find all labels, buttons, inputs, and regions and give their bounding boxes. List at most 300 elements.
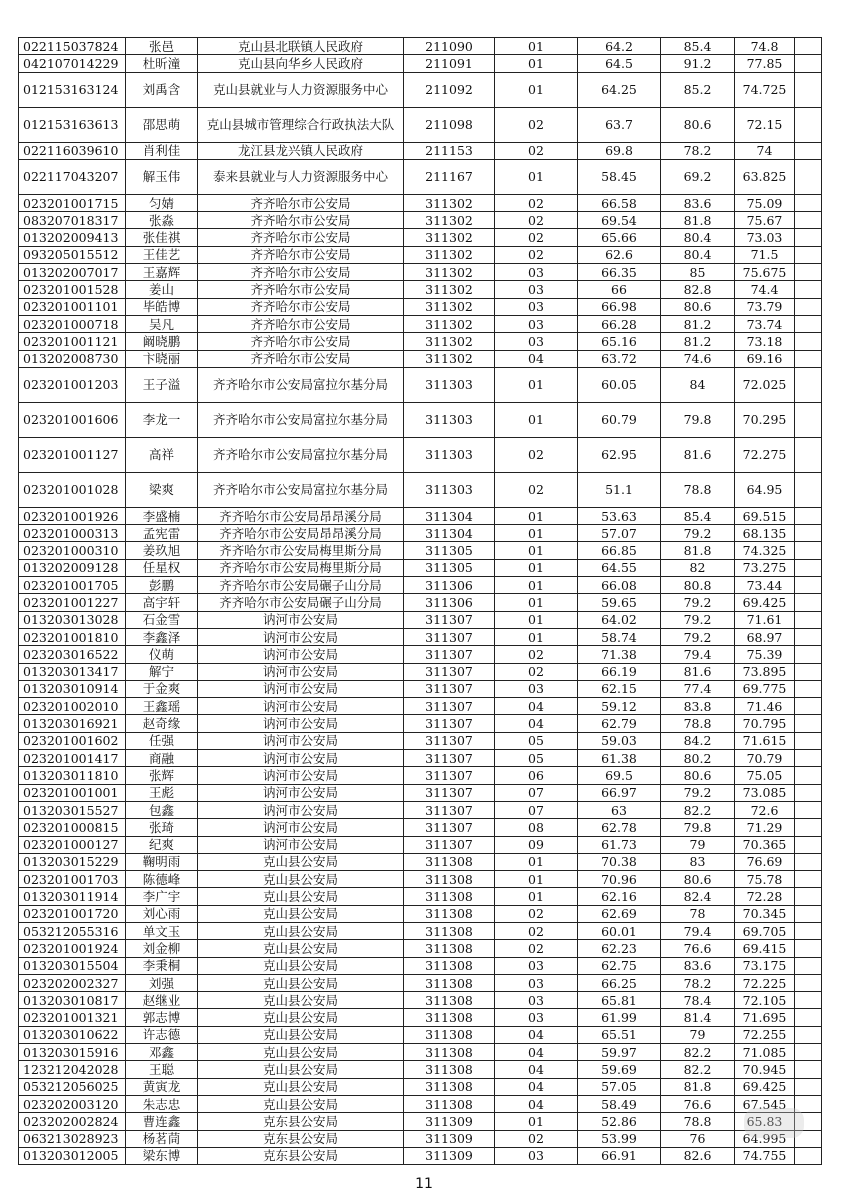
position-code-cell: 311302 [404,315,495,332]
blank-cell [795,559,822,576]
table-row [19,1078,822,1095]
written-score-cell: 62.69 [578,905,661,922]
blank-cell [795,680,822,697]
total-score-cell: 74.755 [735,1147,795,1164]
total-score-cell: 75.05 [735,767,795,784]
position-code-cell: 311305 [404,559,495,576]
organization-cell: 齐齐哈尔市公安局富拉尔基分局 [198,402,404,437]
position-code-cell: 311308 [404,922,495,939]
position-code-cell: 311304 [404,507,495,524]
table-row [19,1044,822,1061]
blank-cell [795,940,822,957]
interview-score-cell: 82.2 [661,1061,735,1078]
organization-cell: 讷河市公安局 [198,767,404,784]
total-score-cell: 67.545 [735,1095,795,1112]
position-seq-cell: 03 [495,680,578,697]
written-score-cell: 62.16 [578,888,661,905]
table-row [19,732,822,749]
blank-cell [795,698,822,715]
blank-cell [795,542,822,559]
organization-cell: 讷河市公安局 [198,680,404,697]
position-code-cell: 311308 [404,853,495,870]
name-cell: 王佳艺 [126,246,198,263]
organization-cell: 克山县公安局 [198,1009,404,1026]
position-code-cell: 311302 [404,281,495,298]
organization-cell: 克山县城市管理综合行政执法大队 [198,107,404,142]
exam-id-cell: 013202008730 [19,350,126,367]
table-row [19,905,822,922]
position-code-cell: 311307 [404,732,495,749]
organization-cell: 齐齐哈尔市公安局碾子山分局 [198,577,404,594]
organization-cell: 齐齐哈尔市公安局 [198,194,404,211]
position-seq-cell: 02 [495,246,578,263]
table-row [19,646,822,663]
blank-cell [795,819,822,836]
position-code-cell: 311307 [404,680,495,697]
written-score-cell: 66.35 [578,264,661,281]
exam-id-cell: 013203015229 [19,853,126,870]
table-row [19,628,822,645]
position-code-cell: 311302 [404,212,495,229]
blank-cell [795,142,822,159]
interview-score-cell: 82.8 [661,281,735,298]
table-row [19,871,822,888]
organization-cell: 克山县公安局 [198,871,404,888]
blank-cell [795,229,822,246]
name-cell: 王嘉辉 [126,264,198,281]
interview-score-cell: 79.2 [661,628,735,645]
written-score-cell: 62.15 [578,680,661,697]
total-score-cell: 70.295 [735,402,795,437]
written-score-cell: 64.02 [578,611,661,628]
organization-cell: 克山县北联镇人民政府 [198,38,404,55]
total-score-cell: 65.83 [735,1113,795,1130]
exam-id-cell: 023201001715 [19,194,126,211]
written-score-cell: 59.12 [578,698,661,715]
organization-cell: 克山县公安局 [198,992,404,1009]
organization-cell: 齐齐哈尔市公安局 [198,350,404,367]
blank-cell [795,974,822,991]
total-score-cell: 69.705 [735,922,795,939]
written-score-cell: 62.79 [578,715,661,732]
written-score-cell: 53.99 [578,1130,661,1147]
name-cell: 彭鹏 [126,577,198,594]
table-row [19,1026,822,1043]
total-score-cell: 72.28 [735,888,795,905]
organization-cell: 克山县公安局 [198,1061,404,1078]
position-code-cell: 311308 [404,957,495,974]
exam-id-cell: 013203015504 [19,957,126,974]
exam-id-cell: 023201001705 [19,577,126,594]
position-code-cell: 311307 [404,801,495,818]
written-score-cell: 59.65 [578,594,661,611]
interview-score-cell: 76 [661,1130,735,1147]
table-row [19,367,822,402]
organization-cell: 克山县公安局 [198,1026,404,1043]
table-row [19,680,822,697]
interview-score-cell: 81.2 [661,333,735,350]
exam-id-cell: 013203013028 [19,611,126,628]
position-code-cell: 311303 [404,472,495,507]
organization-cell: 克山县就业与人力资源服务中心 [198,72,404,107]
position-seq-cell: 01 [495,853,578,870]
exam-id-cell: 042107014229 [19,55,126,72]
written-score-cell: 69.5 [578,767,661,784]
organization-cell: 齐齐哈尔市公安局 [198,315,404,332]
position-seq-cell: 01 [495,402,578,437]
table-row [19,55,822,72]
exam-id-cell: 023201001417 [19,750,126,767]
interview-score-cell: 79 [661,1026,735,1043]
total-score-cell: 77.85 [735,55,795,72]
exam-id-cell: 013203010622 [19,1026,126,1043]
blank-cell [795,646,822,663]
name-cell: 梁东博 [126,1147,198,1164]
position-code-cell: 311309 [404,1147,495,1164]
organization-cell: 讷河市公安局 [198,698,404,715]
interview-score-cell: 78.8 [661,472,735,507]
written-score-cell: 63 [578,801,661,818]
written-score-cell: 59.69 [578,1061,661,1078]
exam-id-cell: 022115037824 [19,38,126,55]
table-row [19,525,822,542]
blank-cell [795,507,822,524]
name-cell: 张佳祺 [126,229,198,246]
position-seq-cell: 03 [495,974,578,991]
total-score-cell: 72.275 [735,437,795,472]
written-score-cell: 61.38 [578,750,661,767]
exam-id-cell: 023201001203 [19,367,126,402]
blank-cell [795,715,822,732]
name-cell: 李龙一 [126,402,198,437]
total-score-cell: 75.39 [735,646,795,663]
position-seq-cell: 03 [495,957,578,974]
written-score-cell: 66.25 [578,974,661,991]
table-row [19,1009,822,1026]
exam-id-cell: 023201001602 [19,732,126,749]
blank-cell [795,663,822,680]
position-seq-cell: 04 [495,715,578,732]
name-cell: 王彪 [126,784,198,801]
interview-score-cell: 80.6 [661,871,735,888]
position-seq-cell: 04 [495,1026,578,1043]
blank-cell [795,767,822,784]
position-code-cell: 311307 [404,767,495,784]
written-score-cell: 58.45 [578,159,661,194]
total-score-cell: 71.29 [735,819,795,836]
name-cell: 任星权 [126,559,198,576]
exam-id-cell: 013203015527 [19,801,126,818]
written-score-cell: 70.96 [578,871,661,888]
position-seq-cell: 01 [495,628,578,645]
table-row [19,298,822,315]
blank-cell [795,350,822,367]
position-code-cell: 311308 [404,1009,495,1026]
position-code-cell: 311308 [404,974,495,991]
table-row [19,107,822,142]
interview-score-cell: 81.8 [661,212,735,229]
table-row [19,142,822,159]
total-score-cell: 75.67 [735,212,795,229]
position-seq-cell: 01 [495,559,578,576]
position-seq-cell: 02 [495,229,578,246]
interview-score-cell: 84 [661,367,735,402]
table-row [19,801,822,818]
exam-id-cell: 022117043207 [19,159,126,194]
position-code-cell: 311303 [404,367,495,402]
organization-cell: 齐齐哈尔市公安局 [198,281,404,298]
interview-score-cell: 81.8 [661,542,735,559]
written-score-cell: 66.85 [578,542,661,559]
position-seq-cell: 02 [495,107,578,142]
organization-cell: 齐齐哈尔市公安局 [198,212,404,229]
name-cell: 刘禹含 [126,72,198,107]
blank-cell [795,992,822,1009]
table-row [19,992,822,1009]
blank-cell [795,472,822,507]
name-cell: 刘强 [126,974,198,991]
blank-cell [795,836,822,853]
position-seq-cell: 03 [495,264,578,281]
table-row [19,350,822,367]
interview-score-cell: 79.2 [661,611,735,628]
exam-id-cell: 023201001720 [19,905,126,922]
total-score-cell: 73.175 [735,957,795,974]
position-code-cell: 211098 [404,107,495,142]
interview-score-cell: 69.2 [661,159,735,194]
blank-cell [795,246,822,263]
blank-cell [795,1147,822,1164]
organization-cell: 讷河市公安局 [198,819,404,836]
written-score-cell: 65.16 [578,333,661,350]
position-seq-cell: 01 [495,55,578,72]
position-seq-cell: 01 [495,888,578,905]
name-cell: 阚晓鹏 [126,333,198,350]
name-cell: 王聪 [126,1061,198,1078]
blank-cell [795,525,822,542]
exam-id-cell: 013203013417 [19,663,126,680]
blank-cell [795,437,822,472]
organization-cell: 龙江县龙兴镇人民政府 [198,142,404,159]
table-row [19,1147,822,1164]
written-score-cell: 62.75 [578,957,661,974]
name-cell: 姜玖旭 [126,542,198,559]
interview-score-cell: 82.6 [661,1147,735,1164]
name-cell: 王鑫瑶 [126,698,198,715]
exam-id-cell: 023202002327 [19,974,126,991]
exam-id-cell: 023201001703 [19,871,126,888]
organization-cell: 齐齐哈尔市公安局富拉尔基分局 [198,437,404,472]
blank-cell [795,905,822,922]
name-cell: 姜山 [126,281,198,298]
position-code-cell: 211153 [404,142,495,159]
interview-score-cell: 76.6 [661,1095,735,1112]
exam-id-cell: 013203010914 [19,680,126,697]
position-code-cell: 311307 [404,715,495,732]
total-score-cell: 71.46 [735,698,795,715]
position-seq-cell: 02 [495,437,578,472]
name-cell: 仪萌 [126,646,198,663]
interview-score-cell: 81.6 [661,437,735,472]
name-cell: 杨茗茼 [126,1130,198,1147]
blank-cell [795,1078,822,1095]
position-seq-cell: 01 [495,542,578,559]
name-cell: 刘心雨 [126,905,198,922]
written-score-cell: 64.25 [578,72,661,107]
table-row [19,594,822,611]
blank-cell [795,402,822,437]
written-score-cell: 66.58 [578,194,661,211]
organization-cell: 齐齐哈尔市公安局 [198,333,404,350]
interview-score-cell: 83 [661,853,735,870]
organization-cell: 克山县公安局 [198,853,404,870]
name-cell: 曹连鑫 [126,1113,198,1130]
position-seq-cell: 01 [495,72,578,107]
name-cell: 肖利佳 [126,142,198,159]
total-score-cell: 63.825 [735,159,795,194]
table-row [19,1061,822,1078]
position-code-cell: 311305 [404,542,495,559]
position-seq-cell: 01 [495,525,578,542]
position-code-cell: 211092 [404,72,495,107]
name-cell: 包鑫 [126,801,198,818]
position-code-cell: 311307 [404,628,495,645]
written-score-cell: 66.91 [578,1147,661,1164]
table-row [19,264,822,281]
interview-score-cell: 79.4 [661,646,735,663]
table-row [19,922,822,939]
name-cell: 杜昕潼 [126,55,198,72]
total-score-cell: 73.085 [735,784,795,801]
blank-cell [795,577,822,594]
written-score-cell: 69.8 [578,142,661,159]
interview-score-cell: 82 [661,559,735,576]
total-score-cell: 71.615 [735,732,795,749]
blank-cell [795,871,822,888]
table-row [19,72,822,107]
position-seq-cell: 04 [495,698,578,715]
blank-cell [795,732,822,749]
written-score-cell: 66 [578,281,661,298]
organization-cell: 讷河市公安局 [198,732,404,749]
organization-cell: 克山县公安局 [198,1095,404,1112]
written-score-cell: 70.38 [578,853,661,870]
position-seq-cell: 01 [495,367,578,402]
interview-score-cell: 78.8 [661,1113,735,1130]
written-score-cell: 57.05 [578,1078,661,1095]
name-cell: 解宁 [126,663,198,680]
total-score-cell: 75.09 [735,194,795,211]
name-cell: 张辉 [126,767,198,784]
blank-cell [795,1026,822,1043]
total-score-cell: 74.325 [735,542,795,559]
name-cell: 匀婧 [126,194,198,211]
exam-id-cell: 093205015512 [19,246,126,263]
blank-cell [795,367,822,402]
organization-cell: 讷河市公安局 [198,646,404,663]
position-code-cell: 311307 [404,819,495,836]
organization-cell: 克山县公安局 [198,1078,404,1095]
organization-cell: 克山县公安局 [198,957,404,974]
written-score-cell: 60.05 [578,367,661,402]
position-code-cell: 311309 [404,1113,495,1130]
organization-cell: 克东县公安局 [198,1130,404,1147]
interview-score-cell: 81.2 [661,315,735,332]
name-cell: 高祥 [126,437,198,472]
table-row [19,159,822,194]
interview-score-cell: 79.8 [661,402,735,437]
total-score-cell: 68.135 [735,525,795,542]
exam-id-cell: 013202009413 [19,229,126,246]
name-cell: 解玉伟 [126,159,198,194]
total-score-cell: 72.6 [735,801,795,818]
organization-cell: 齐齐哈尔市公安局 [198,298,404,315]
blank-cell [795,298,822,315]
position-seq-cell: 02 [495,472,578,507]
interview-score-cell: 79.2 [661,784,735,801]
organization-cell: 齐齐哈尔市公安局 [198,229,404,246]
position-code-cell: 311303 [404,402,495,437]
table-row [19,577,822,594]
interview-score-cell: 80.6 [661,107,735,142]
table-row [19,784,822,801]
written-score-cell: 64.55 [578,559,661,576]
page-number: 11 [415,1176,433,1192]
name-cell: 高宇轩 [126,594,198,611]
exam-id-cell: 023201001121 [19,333,126,350]
total-score-cell: 72.255 [735,1026,795,1043]
blank-cell [795,957,822,974]
position-seq-cell: 01 [495,507,578,524]
interview-score-cell: 91.2 [661,55,735,72]
exam-id-cell: 023201000313 [19,525,126,542]
name-cell: 纪爽 [126,836,198,853]
name-cell: 鞠明雨 [126,853,198,870]
written-score-cell: 58.74 [578,628,661,645]
name-cell: 于金爽 [126,680,198,697]
written-score-cell: 61.99 [578,1009,661,1026]
exam-id-cell: 083207018317 [19,212,126,229]
position-seq-cell: 02 [495,940,578,957]
organization-cell: 克山县公安局 [198,940,404,957]
interview-score-cell: 78 [661,905,735,922]
score-table [18,37,822,1165]
organization-cell: 克东县公安局 [198,1147,404,1164]
total-score-cell: 73.18 [735,333,795,350]
table-row [19,974,822,991]
exam-id-cell: 023201001321 [19,1009,126,1026]
written-score-cell: 52.86 [578,1113,661,1130]
interview-score-cell: 80.2 [661,750,735,767]
name-cell: 李秉桐 [126,957,198,974]
position-seq-cell: 01 [495,1113,578,1130]
interview-score-cell: 81.8 [661,1078,735,1095]
interview-score-cell: 82.2 [661,801,735,818]
total-score-cell: 70.795 [735,715,795,732]
written-score-cell: 66.97 [578,784,661,801]
written-score-cell: 62.78 [578,819,661,836]
written-score-cell: 65.66 [578,229,661,246]
exam-id-cell: 023201002010 [19,698,126,715]
exam-id-cell: 013203012005 [19,1147,126,1164]
position-seq-cell: 03 [495,992,578,1009]
organization-cell: 讷河市公安局 [198,628,404,645]
interview-score-cell: 80.4 [661,246,735,263]
table-row [19,559,822,576]
table-row [19,750,822,767]
total-score-cell: 69.425 [735,594,795,611]
interview-score-cell: 85.4 [661,507,735,524]
